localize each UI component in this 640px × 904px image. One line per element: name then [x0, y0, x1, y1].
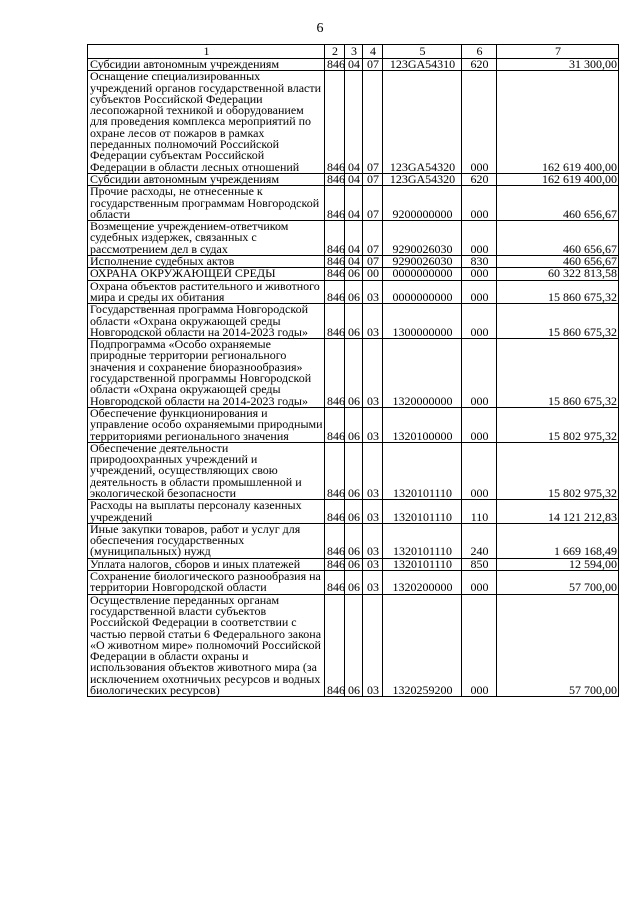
row-expense-type: 000: [462, 280, 497, 304]
row-amount: 460 656,67: [497, 256, 619, 268]
table-row: [88, 71, 619, 174]
row-code: 846: [325, 571, 345, 595]
table-row: [88, 221, 619, 256]
row-target-article: 1320000000: [383, 339, 462, 408]
row-code: 846: [325, 71, 345, 174]
table-row: [88, 186, 619, 221]
row-expense-type: 620: [462, 173, 497, 185]
column-header: 4: [363, 45, 383, 59]
row-section: 04: [345, 221, 363, 256]
row-code: 846: [325, 268, 345, 280]
row-target-article: 1300000000: [383, 304, 462, 339]
row-amount: 15 860 675,32: [497, 304, 619, 339]
row-section: 06: [345, 523, 363, 558]
row-amount: 31 300,00: [497, 59, 619, 71]
row-section: 06: [345, 558, 363, 570]
row-amount: 162 619 400,00: [497, 71, 619, 174]
row-subsection: 03: [363, 558, 383, 570]
row-section: 04: [345, 173, 363, 185]
row-subsection: 03: [363, 442, 383, 499]
row-name: Иные закупки товаров, работ и услуг для обеспечения государственных (муниципальных) нужд: [88, 523, 325, 558]
page-number: 6: [316, 21, 324, 36]
row-expense-type: 000: [462, 407, 497, 442]
table-row: [88, 500, 619, 524]
row-subsection: 07: [363, 173, 383, 185]
row-code: 846: [325, 594, 345, 697]
row-expense-type: 830: [462, 256, 497, 268]
row-section: 06: [345, 304, 363, 339]
row-target-article: 0000000000: [383, 280, 462, 304]
table-row: [88, 571, 619, 595]
row-subsection: 03: [363, 339, 383, 408]
row-expense-type: 850: [462, 558, 497, 570]
row-section: 04: [345, 256, 363, 268]
row-amount: 460 656,67: [497, 221, 619, 256]
row-subsection: 03: [363, 523, 383, 558]
row-target-article: 123GA54320: [383, 173, 462, 185]
row-target-article: 1320101110: [383, 442, 462, 499]
column-header: 1: [88, 45, 325, 59]
row-expense-type: 000: [462, 221, 497, 256]
row-subsection: 03: [363, 407, 383, 442]
row-subsection: 03: [363, 304, 383, 339]
row-expense-type: 000: [462, 339, 497, 408]
row-section: 06: [345, 280, 363, 304]
row-amount: 15 860 675,32: [497, 339, 619, 408]
row-name: Государственная программа Новгородской области «Охрана окружающей среды Новгородской области на 2014-2023 годы»: [88, 304, 325, 339]
row-name: Обеспечение функционирования и управление особо охраняемыми природными территориями регионального значения: [88, 407, 325, 442]
row-name: Расходы на выплаты персоналу казенных учреждений: [88, 500, 325, 524]
row-name: ОХРАНА ОКРУЖАЮЩЕЙ СРЕДЫ: [88, 268, 325, 280]
row-name: Уплата налогов, сборов и иных платежей: [88, 558, 325, 570]
row-section: 06: [345, 594, 363, 697]
row-target-article: 0000000000: [383, 268, 462, 280]
row-name: Обеспечение деятельности природоохранных учреждений и учреждений, осуществляющих свою деятельность в области промышленной и экологической безопасности: [88, 442, 325, 499]
row-section: 06: [345, 268, 363, 280]
row-section: 04: [345, 186, 363, 221]
row-target-article: 1320200000: [383, 571, 462, 595]
row-expense-type: 240: [462, 523, 497, 558]
row-expense-type: 000: [462, 186, 497, 221]
row-section: 06: [345, 571, 363, 595]
row-target-article: 1320101110: [383, 500, 462, 524]
row-target-article: 1320100000: [383, 407, 462, 442]
row-name: Субсидии автономным учреждениям: [88, 59, 325, 71]
row-code: 846: [325, 280, 345, 304]
table-row: [88, 594, 619, 697]
row-target-article: 9290026030: [383, 221, 462, 256]
row-code: 846: [325, 173, 345, 185]
row-code: 846: [325, 304, 345, 339]
row-amount: 460 656,67: [497, 186, 619, 221]
table-row: [88, 304, 619, 339]
row-amount: 57 700,00: [497, 594, 619, 697]
row-name: Оснащение специализированных учреждений органов государственной власти субъектов Российской Федерации лесопожарной техникой и оборудованием для проведения комплекса мероприятий по охране лесов от пожаров в рамках переданных полномочий Российской Федерации субъектам Российской Федерации в области лесных отношений: [88, 71, 325, 174]
row-section: 06: [345, 442, 363, 499]
row-target-article: 9200000000: [383, 186, 462, 221]
table-row: [88, 339, 619, 408]
row-expense-type: 000: [462, 571, 497, 595]
row-expense-type: 000: [462, 268, 497, 280]
row-subsection: 07: [363, 186, 383, 221]
row-amount: 15 860 675,32: [497, 280, 619, 304]
column-header: 7: [497, 45, 619, 59]
row-target-article: 1320101110: [383, 523, 462, 558]
row-section: 04: [345, 59, 363, 71]
row-subsection: 07: [363, 71, 383, 174]
row-code: 846: [325, 256, 345, 268]
row-amount: 14 121 212,83: [497, 500, 619, 524]
row-section: 04: [345, 71, 363, 174]
row-code: 846: [325, 407, 345, 442]
row-name: Исполнение судебных актов: [88, 256, 325, 268]
row-expense-type: 000: [462, 71, 497, 174]
row-section: 06: [345, 339, 363, 408]
table-row: [88, 442, 619, 499]
row-code: 846: [325, 186, 345, 221]
row-name: Субсидии автономным учреждениям: [88, 173, 325, 185]
row-code: 846: [325, 59, 345, 71]
row-amount: 1 669 168,49: [497, 523, 619, 558]
row-name: Подпрограмма «Особо охраняемые природные территории регионального значения и сохранение биоразнообразия» государственной программы Новгородской области «Охрана окружающей среды Новгородской области на 2014-2023 годы»: [88, 339, 325, 408]
row-subsection: 03: [363, 571, 383, 595]
row-subsection: 00: [363, 268, 383, 280]
row-name: Осуществление переданных органам государственной власти субъектов Российской Федерации в соответствии с частью первой статьи 6 Федерального закона «О животном мире» полномочий Российской Федерации в области охраны и использования объектов животного мира (за исключением охотничьих ресурсов и водных биологических ресурсов): [88, 594, 325, 697]
row-amount: 15 802 975,32: [497, 442, 619, 499]
column-header: 2: [325, 45, 345, 59]
row-subsection: 03: [363, 594, 383, 697]
row-name: Сохранение биологического разнообразия на территории Новгородской области: [88, 571, 325, 595]
row-expense-type: 620: [462, 59, 497, 71]
row-amount: 15 802 975,32: [497, 407, 619, 442]
row-code: 846: [325, 221, 345, 256]
table-row: [88, 407, 619, 442]
row-expense-type: 000: [462, 594, 497, 697]
row-name: Прочие расходы, не отнесенные к государственным программам Новгородской области: [88, 186, 325, 221]
row-section: 06: [345, 500, 363, 524]
row-code: 846: [325, 442, 345, 499]
row-amount: 60 322 813,58: [497, 268, 619, 280]
row-target-article: 1320259200: [383, 594, 462, 697]
row-section: 06: [345, 407, 363, 442]
column-header: 3: [345, 45, 363, 59]
column-header: 6: [462, 45, 497, 59]
row-subsection: 07: [363, 59, 383, 71]
table-row: [88, 280, 619, 304]
column-header: 5: [383, 45, 462, 59]
row-amount: 12 594,00: [497, 558, 619, 570]
row-subsection: 03: [363, 500, 383, 524]
row-subsection: 07: [363, 221, 383, 256]
row-expense-type: 110: [462, 500, 497, 524]
row-amount: 162 619 400,00: [497, 173, 619, 185]
row-subsection: 03: [363, 280, 383, 304]
row-expense-type: 000: [462, 304, 497, 339]
row-subsection: 07: [363, 256, 383, 268]
row-amount: 57 700,00: [497, 571, 619, 595]
row-target-article: 123GA54310: [383, 59, 462, 71]
budget-table: [87, 44, 619, 697]
row-expense-type: 000: [462, 442, 497, 499]
row-code: 846: [325, 339, 345, 408]
row-code: 846: [325, 523, 345, 558]
row-name: Возмещение учреждением-ответчиком судебных издержек, связанных с рассмотрением дел в судах: [88, 221, 325, 256]
table-row: [88, 523, 619, 558]
row-target-article: 9290026030: [383, 256, 462, 268]
row-code: 846: [325, 500, 345, 524]
row-target-article: 1320101110: [383, 558, 462, 570]
row-code: 846: [325, 558, 345, 570]
row-target-article: 123GA54320: [383, 71, 462, 174]
row-name: Охрана объектов растительного и животного мира и среды их обитания: [88, 280, 325, 304]
